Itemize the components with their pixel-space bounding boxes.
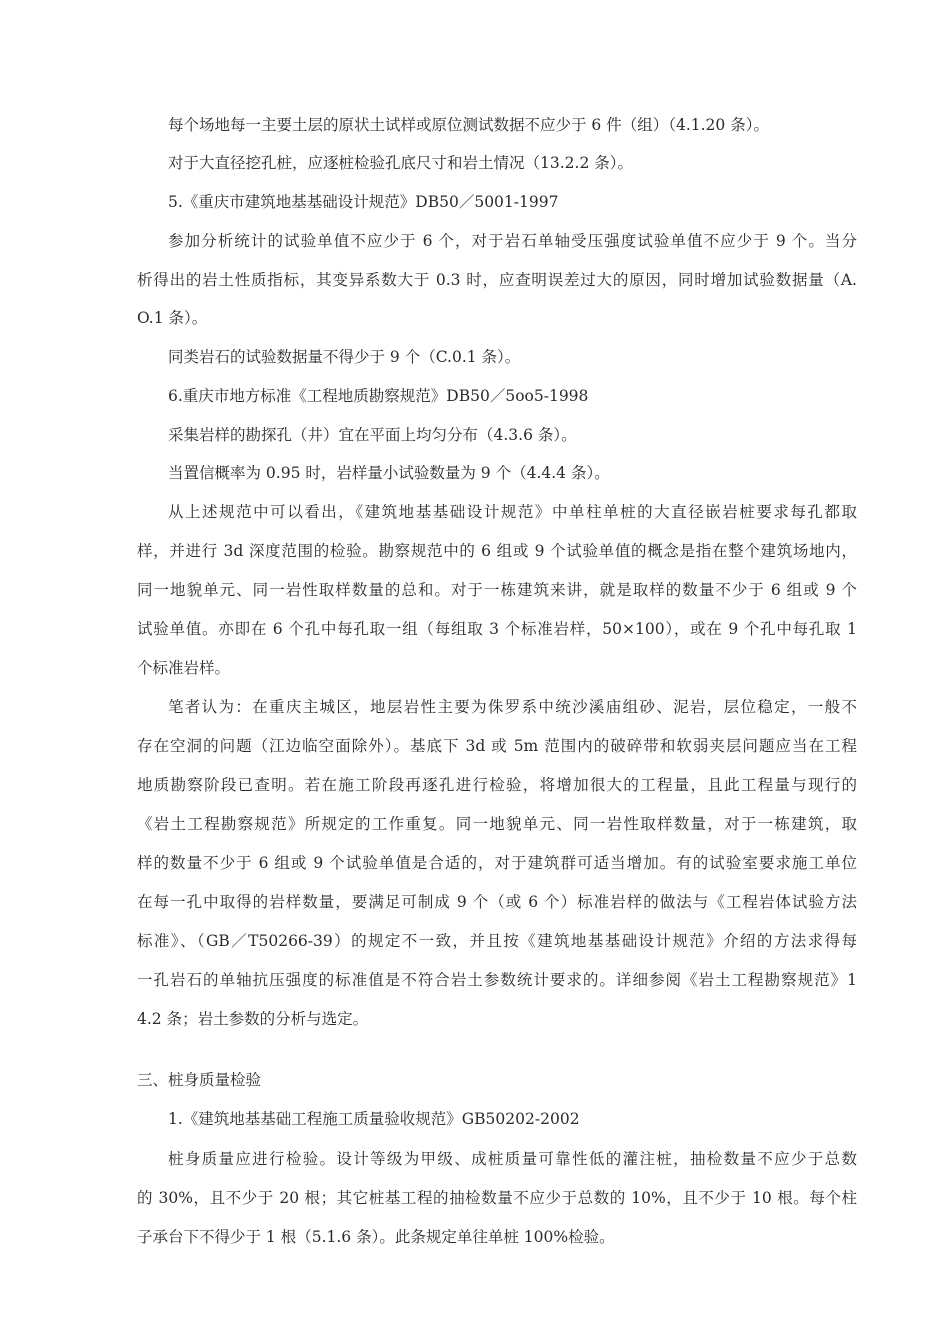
text-line: 标准》、（GB／T50266-39）的规定不一致，并且按《建筑地基基础设计规范》介绍的方法求得每 bbox=[137, 932, 857, 950]
text-line: 一孔岩石的单轴抗压强度的标准值是不符合岩土参数统计要求的。详细参阅《岩土工程勘察规范》1 bbox=[137, 971, 857, 989]
text-line: 析得出的岩土性质指标，其变异系数大于 0.3 时，应查明误差过大的原因，同时增加试验数据量（A. bbox=[137, 271, 857, 289]
section-heading: 三、桩身质量检验 bbox=[137, 1071, 262, 1089]
text-line: O.1 条）。 bbox=[137, 309, 208, 327]
text-line: 从上述规范中可以看出，《建筑地基基础设计规范》中单柱单桩的大直径嵌岩桩要求每孔都取 bbox=[168, 503, 857, 521]
text-line: 存在空洞的问题（江边临空面除外）。基底下 3d 或 5m 范围内的破碎带和软弱夹层问题应当在工程 bbox=[137, 737, 857, 755]
text-line: 参加分析统计的试验单值不应少于 6 个，对于岩石单轴受压强度试验单值不应少于 9 个。当分 bbox=[168, 232, 857, 250]
text-line: 的 30%，且不少于 20 根；其它桩基工程的抽检数量不应少于总数的 10%，且不少于 10 根。每个柱 bbox=[137, 1189, 857, 1207]
text-line: 当置信概率为 0.95 时，岩样量小试验数量为 9 个（4.4.4 条）。 bbox=[168, 464, 610, 482]
text-line: 笔者认为：在重庆主城区，地层岩性主要为侏罗系中统沙溪庙组砂、泥岩，层位稳定，一般不 bbox=[168, 698, 857, 716]
text-line: 采集岩样的勘探孔（井）宜在平面上均匀分布（4.3.6 条）。 bbox=[168, 426, 577, 444]
text-line: 对于大直径挖孔桩，应逐桩检验孔底尺寸和岩土情况（13.2.2 条）。 bbox=[168, 154, 633, 172]
text-line: 每个场地每一主要土层的原状土试样或原位测试数据不应少于 6 件（组）（4.1.20 条）。 bbox=[168, 116, 769, 134]
text-line: 子承台下不得少于 1 根（5.1.6 条）。此条规定单往单桩 100%检验。 bbox=[137, 1228, 615, 1246]
text-line: 4.2 条；岩土参数的分析与选定。 bbox=[137, 1010, 369, 1028]
text-line: 同一地貌单元、同一岩性取样数量的总和。对于一栋建筑来讲，就是取样的数量不少于 6 组或 9 个 bbox=[137, 581, 857, 599]
section-heading: 5.《重庆市建筑地基基础设计规范》DB50／5001-1997 bbox=[168, 193, 559, 211]
text-line: 个标准岩样。 bbox=[137, 659, 231, 677]
text-line: 《岩土工程勘察规范》所规定的工作重复。同一地貌单元、同一岩性取样数量，对于一栋建筑，取 bbox=[137, 815, 857, 833]
text-line: 桩身质量应进行检验。设计等级为甲级、成桩质量可靠性低的灌注桩，抽检数量不应少于总数 bbox=[168, 1150, 857, 1168]
text-line: 试验单值。亦即在 6 个孔中每孔取一组（每组取 3 个标准岩样，50×100），或在 9 个孔中每孔取 1 bbox=[137, 620, 857, 638]
text-line: 样的数量不少于 6 组或 9 个试验单值是合适的，对于建筑群可适当增加。有的试验室要求施工单位 bbox=[137, 854, 857, 872]
text-line: 在每一孔中取得的岩样数量，要满足可制成 9 个（或 6 个）标准岩样的做法与《工程岩体试验方法 bbox=[137, 893, 857, 911]
text-line: 样，并进行 3d 深度范围的检验。勘察规范中的 6 组或 9 个试验单值的概念是指在整个建筑场地内， bbox=[137, 542, 857, 560]
section-heading: 6.重庆市地方标准《工程地质勘察规范》DB50／5oo5-1998 bbox=[168, 387, 589, 405]
text-line: 地质勘察阶段已查明。若在施工阶段再逐孔进行检验，将增加很大的工程量，且此工程量与现行的 bbox=[137, 776, 857, 794]
text-line: 同类岩石的试验数据量不得少于 9 个（C.0.1 条）。 bbox=[168, 348, 521, 366]
section-heading: 1.《建筑地基基础工程施工质量验收规范》GB50202-2002 bbox=[168, 1110, 580, 1128]
